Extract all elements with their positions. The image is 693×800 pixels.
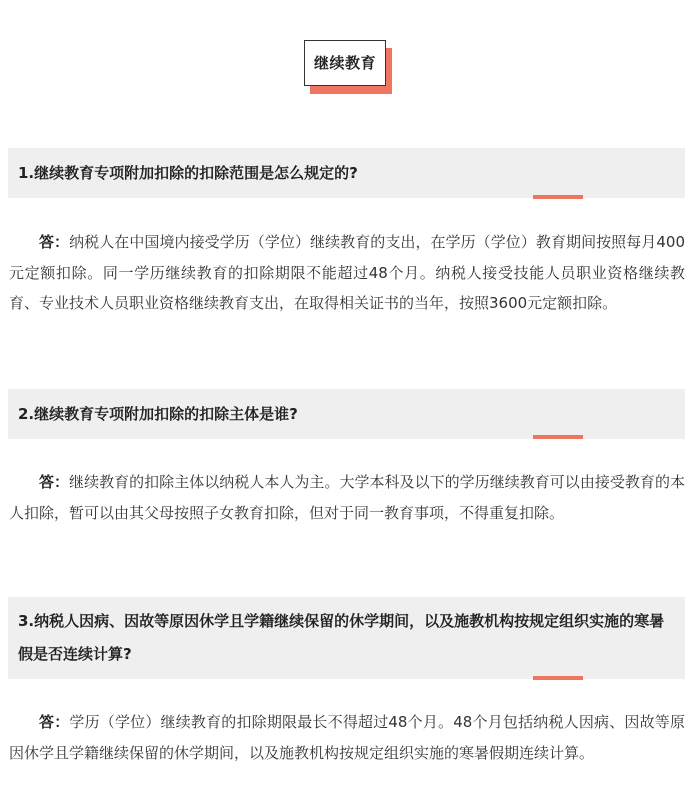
answer-1-lead: 答： [39, 233, 70, 251]
question-3-text: 3.纳税人因病、因故等原因休学且学籍继续保留的休学期间，以及施教机构按规定组织实施的寒暑假是否连续计算? [18, 612, 665, 663]
answer-3-text: 学历（学位）继续教育的扣除期限最长不得超过48个月。48个月包括纳税人因病、因故等原因休学且学籍继续保留的休学期间，以及施教机构按规定组织实施的寒暑假期连续计算。 [9, 713, 685, 762]
question-3-accent [533, 676, 583, 680]
section-title: 继续教育 [304, 40, 386, 86]
question-3-bar [8, 597, 685, 679]
answer-2 [9, 467, 685, 528]
answer-2-text: 继续教育的扣除主体以纳税人本人为主。大学本科及以下的学历继续教育可以由接受教育的本人扣除，暂可以由其父母按照子女教育扣除，但对于同一教育事项，不得重复扣除。 [9, 473, 685, 522]
answer-2-lead: 答： [39, 473, 70, 491]
answer-1-text: 纳税人在中国境内接受学历（学位）继续教育的支出，在学历（学位）教育期间按照每月400元定额扣除。同一学历继续教育的扣除期限不能超过48个月。纳税人接受技能人员职业资格继续教育、专业技术人员职业资格继续教育支出，在取得相关证书的当年，按照3600元定额扣除。 [9, 233, 685, 312]
answer-3 [9, 707, 685, 768]
section-title-badge [304, 40, 392, 94]
question-2-bar [8, 389, 685, 439]
question-1-text: 1.继续教育专项附加扣除的扣除范围是怎么规定的? [18, 163, 358, 182]
question-2-text: 2.继续教育专项附加扣除的扣除主体是谁? [18, 404, 298, 423]
question-1-accent [533, 195, 583, 199]
answer-1 [9, 227, 685, 319]
answer-3-lead: 答： [39, 713, 70, 731]
question-2-accent [533, 435, 583, 439]
question-1-bar [8, 148, 685, 198]
